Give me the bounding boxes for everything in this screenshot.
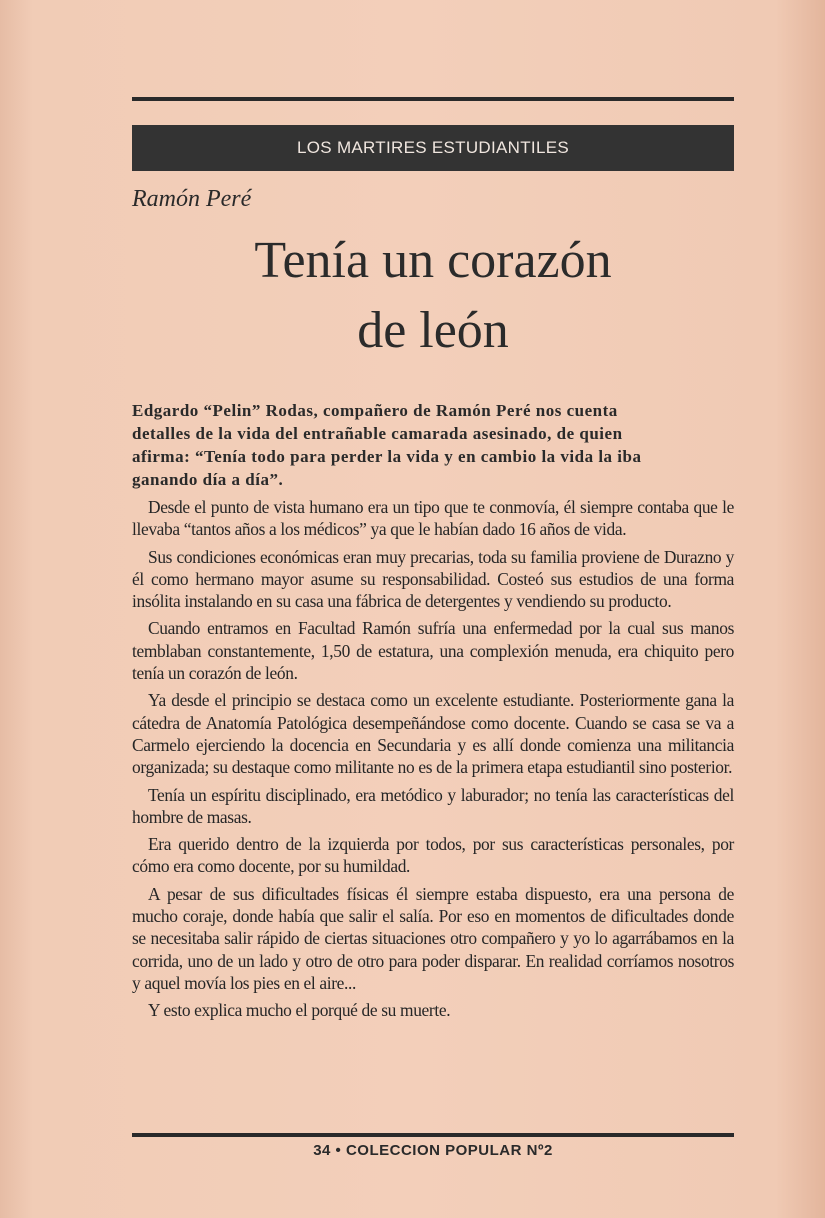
page-footer: 34 • COLECCION POPULAR Nº2 bbox=[313, 1142, 553, 1159]
body-paragraph: Era querido dentro de la izquierda por todos, por sus características personales, por cómo era como docente, por su humildad. bbox=[132, 834, 734, 877]
bottom-rule bbox=[132, 1133, 734, 1137]
article-title bbox=[132, 226, 734, 366]
title-line-1: Tenía un corazón bbox=[254, 232, 612, 289]
lede-line: detalles de la vida del entrañable camarada asesinado, de quien bbox=[132, 424, 623, 443]
top-rule bbox=[132, 97, 734, 101]
body-paragraph: Desde el punto de vista humano era un tipo que te conmovía, él siempre contaba que le llevaba “tantos años a los médicos” ya que le habían dado 16 años de vida. bbox=[132, 497, 734, 540]
body-paragraph: Cuando entramos en Facultad Ramón sufría una enfermedad por la cual sus manos temblaban constantemente, 1,50 de estatura, una complexión menuda, era chiquito pero tenía un corazón de león. bbox=[132, 618, 734, 684]
title-line-2: de león bbox=[357, 302, 509, 359]
author-byline: Ramón Peré bbox=[132, 186, 252, 212]
section-label: LOS MARTIRES ESTUDIANTILES bbox=[297, 138, 569, 157]
body-paragraph: Ya desde el principio se destaca como un excelente estudiante. Posteriormente gana la cátedra de Anatomía Patológica desempeñándose como docente. Cuando se casa se va a Carmelo ejerciendo la docencia en Secundaria y es allí donde comienza una militancia organizada; su destaque como militante no es de la primera etapa estudiantil sino posterior. bbox=[132, 690, 734, 778]
article-body bbox=[132, 496, 734, 1027]
body-paragraph: Tenía un espíritu disciplinado, era metódico y laburador; no tenía las características del hombre de masas. bbox=[132, 784, 734, 827]
section-banner bbox=[132, 125, 734, 171]
body-paragraph: A pesar de sus dificultades físicas él siempre estaba dispuesto, era una persona de mucho coraje, donde había que salir el salía. Por eso en momentos de dificultades donde se necesitaba salir rápido de ciertas situaciones otro compañero y yo lo agarrábamos en la corrida, uno de un lado y otro de otro para poder disparar. En realidad corríamos nosotros y aquel movía los pies en el aire... bbox=[132, 883, 734, 993]
lede-line: afirma: “Tenía todo para perder la vida y en cambio la vida la iba bbox=[132, 447, 642, 466]
article-lede bbox=[132, 399, 734, 491]
lede-line: Edgardo “Pelin” Rodas, compañero de Ramón Peré nos cuenta bbox=[132, 401, 618, 420]
lede-line: ganando día a día”. bbox=[132, 470, 284, 489]
body-paragraph: Sus condiciones económicas eran muy precarias, toda su familia proviene de Durazno y él como hermano mayor asume su responsabilidad. Costeó sus estudios de una forma insólita instalando en su casa una fábrica de detergentes y vendiendo su producto. bbox=[132, 546, 734, 612]
body-paragraph: Y esto explica mucho el porqué de su muerte. bbox=[148, 1000, 451, 1021]
